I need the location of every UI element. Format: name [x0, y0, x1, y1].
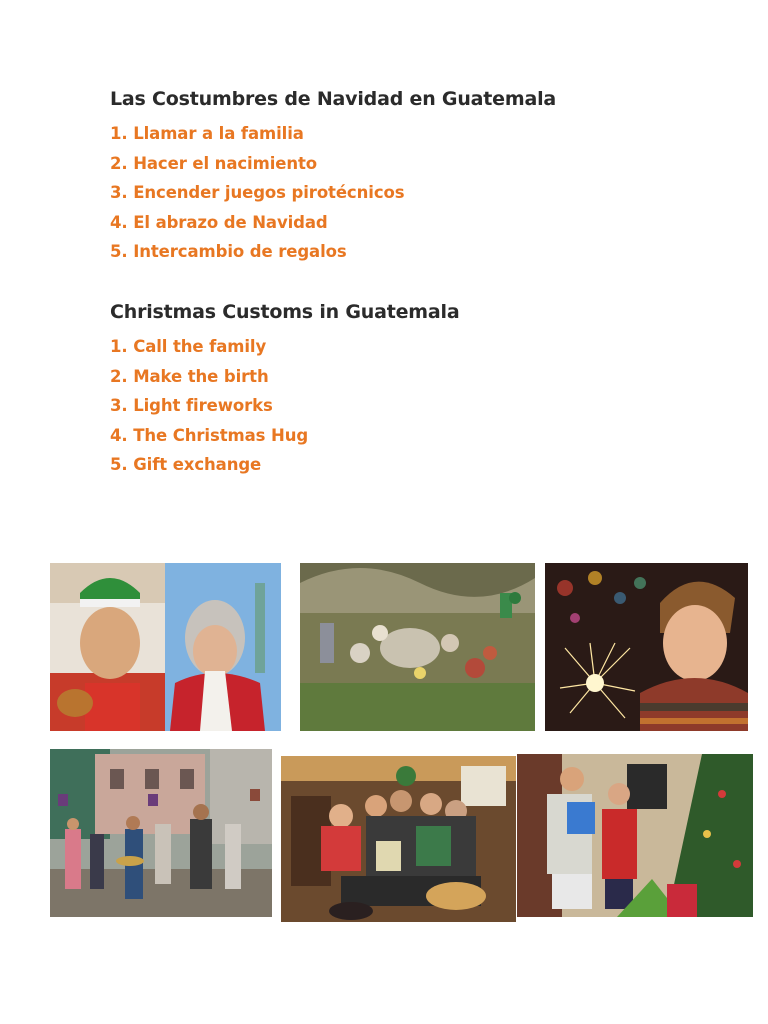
english-list [110, 332, 459, 480]
list-item: 5. Gift exchange [110, 455, 262, 475]
list-item: 3. Light fireworks [110, 396, 273, 416]
spanish-list [110, 119, 556, 267]
list-item: 5. Intercambio de regalos [110, 242, 347, 262]
procession-image [50, 749, 272, 917]
photo-phone-call [50, 563, 281, 731]
list-item: 2. Hacer el nacimiento [110, 153, 318, 173]
phone-call-image [50, 563, 281, 731]
photo-gift-exchange [517, 754, 753, 917]
photo-family-hug [281, 756, 516, 922]
list-item: 1. Llamar a la familia [110, 124, 304, 143]
list-item: 2. Make the birth [110, 366, 269, 386]
gift-image [517, 754, 753, 917]
english-section [110, 299, 459, 480]
photo-sparkler [545, 563, 748, 731]
list-item: 4. El abrazo de Navidad [110, 212, 328, 232]
spanish-section [110, 86, 556, 267]
nativity-image [300, 563, 535, 731]
photo-nativity-scene [300, 563, 535, 731]
sparkler-image [545, 563, 748, 731]
photo-procession [50, 749, 272, 917]
family-image [281, 756, 516, 922]
english-heading: Christmas Customs in Guatemala [110, 301, 460, 323]
spanish-heading: Las Costumbres de Navidad en Guatemala [110, 88, 556, 110]
list-item: 4. The Christmas Hug [110, 425, 309, 445]
list-item: 3. Encender juegos pirotécnicos [110, 183, 405, 203]
list-item: 1. Call the family [110, 337, 267, 356]
